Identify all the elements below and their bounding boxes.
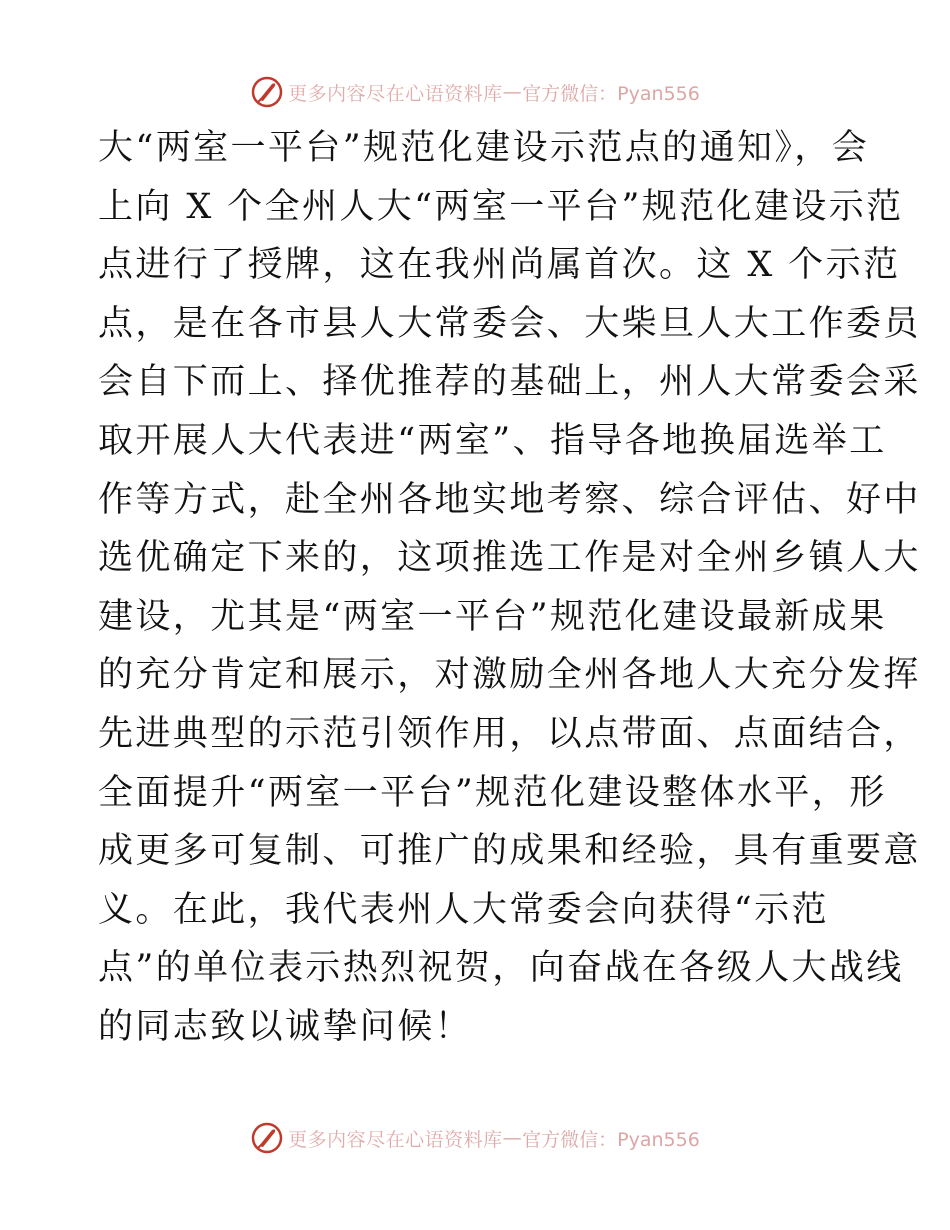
header-watermark (0, 72, 950, 112)
footer-contact-text: 官方微信：Pyan556 (522, 1128, 700, 1151)
text-line: 点，是在各市县人大常委会、大柴旦人大工作委员 (98, 303, 921, 344)
body-paragraph (98, 119, 921, 1057)
header-separator: — (502, 81, 523, 103)
text-line: 会自下而上、择优推荐的基础上，州人大常委会采 (98, 362, 921, 403)
header-brand-text: 更多内容尽在心语资料库 (288, 82, 503, 105)
feather-pen-logo-icon (250, 75, 284, 109)
text-line: 上向 X 个全州人大“两室一平台”规范化建设示范 (98, 186, 904, 227)
text-line: 先进典型的示范引领作用，以点带面、点面结合， (98, 713, 921, 754)
text-line: 点进行了授牌，这在我州尚属首次。这 X 个示范 (98, 245, 901, 286)
text-line: 义。在此，我代表州人大常委会向获得“示范 (98, 889, 829, 930)
text-line: 全面提升“两室一平台”规范化建设整体水平，形 (98, 772, 887, 813)
text-line: 作等方式，赴全州各地实地考察、综合评估、好中 (98, 479, 921, 520)
footer-separator: — (502, 1127, 523, 1149)
text-line: 建设，尤其是“两室一平台”规范化建设最新成果 (98, 596, 887, 637)
text-line: 取开展人大代表进“两室”、指导各地换届选举工 (98, 420, 887, 461)
footer-watermark (0, 1118, 950, 1158)
text-line: 选优确定下来的，这项推选工作是对全州乡镇人大 (98, 538, 921, 579)
text-line: 点”的单位表示热烈祝贺，向奋战在各级人大战线 (98, 948, 904, 989)
header-contact-text: 官方微信：Pyan556 (522, 82, 700, 105)
text-line: 的充分肯定和展示，对激励全州各地人大充分发挥 (98, 655, 921, 696)
text-line: 的同志致以诚挚问候！ (98, 1006, 473, 1047)
text-line: 成更多可复制、可推广的成果和经验，具有重要意 (98, 831, 921, 872)
feather-pen-logo-icon (250, 1121, 284, 1155)
footer-brand-text: 更多内容尽在心语资料库 (288, 1128, 503, 1151)
text-line: 大“两室一平台”规范化建设示范点的通知》，会 (98, 128, 870, 168)
